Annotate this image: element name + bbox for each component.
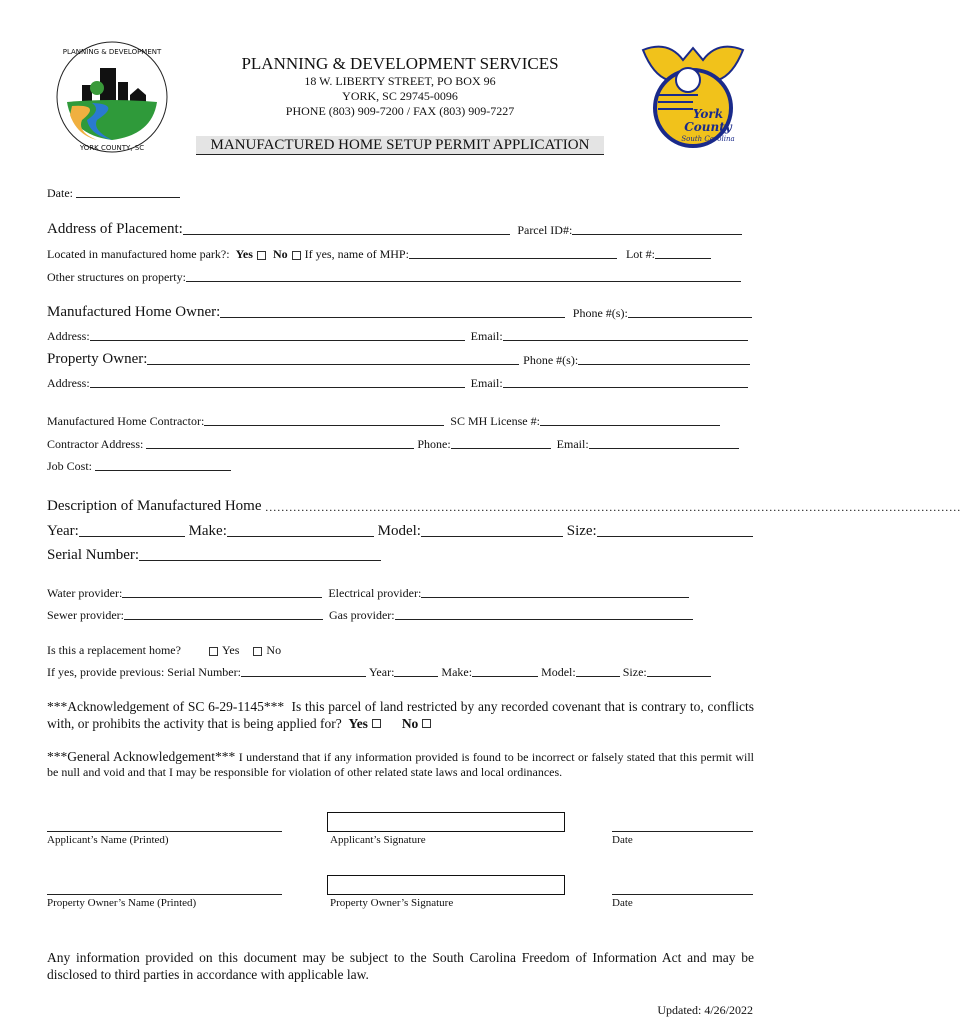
- applicant-date-line[interactable]: [612, 831, 753, 832]
- license-label: SC MH License #:: [450, 414, 540, 428]
- covenant-yes-label: Yes: [348, 716, 368, 731]
- york-county-seal: [638, 40, 748, 150]
- mh-owner-phone-label: Phone #(s):: [572, 306, 628, 320]
- covenant-no-checkbox[interactable]: [422, 719, 431, 728]
- replacement-yes-checkbox[interactable]: [209, 647, 218, 656]
- located-no-checkbox[interactable]: [292, 251, 301, 260]
- address-placement-field[interactable]: [183, 233, 510, 235]
- year-field[interactable]: [79, 535, 185, 537]
- prev-model-label: Model:: [541, 665, 576, 679]
- general-text: I understand that if any information provided is found to be incorrect or falsely stated that this permit will be null and void and that I may be responsible for violation of other related state laws and local ordinances.: [47, 750, 754, 779]
- office-phone: PHONE (803) 909-7200 / FAX (803) 909-7227: [285, 104, 515, 118]
- owner-date-line[interactable]: [612, 894, 753, 895]
- property-owner-phone-field[interactable]: [578, 363, 750, 365]
- located-yes-checkbox[interactable]: [257, 251, 266, 260]
- owner-name-label: Property Owner’s Name (Printed): [47, 897, 197, 909]
- sewer-label: Sewer provider:: [47, 608, 124, 622]
- make-label: Make:: [188, 523, 227, 539]
- svg-text:YORK COUNTY, SC: YORK COUNTY, SC: [79, 144, 145, 152]
- office-address-2: YORK, SC 29745-0096: [342, 89, 458, 103]
- size-label: Size:: [566, 523, 597, 539]
- form-title: MANUFACTURED HOME SETUP PERMIT APPLICATION: [196, 136, 604, 155]
- lot-field[interactable]: [655, 257, 711, 259]
- job-cost-label: Job Cost:: [47, 459, 93, 473]
- covenant-text: Is this parcel of land restricted by any recorded covenant that is contrary to, conflicts with, or prohibits the activity that is being applied for?: [47, 699, 754, 731]
- owner-date-label: Date: [612, 897, 633, 909]
- description-heading: Description of Manufactured Home: [47, 498, 262, 514]
- prev-size-field[interactable]: [647, 675, 711, 677]
- model-field[interactable]: [421, 535, 563, 537]
- prev-make-field[interactable]: [472, 675, 538, 677]
- general-acknowledgement: [47, 749, 754, 780]
- mh-owner-email-field[interactable]: [503, 339, 748, 341]
- covenant-acknowledgement: [47, 698, 754, 732]
- svg-text:County: County: [684, 120, 732, 134]
- applicant-signature-label: Applicant’s Signature: [330, 834, 426, 846]
- parcel-field[interactable]: [572, 233, 742, 235]
- property-owner-phone-label: Phone #(s):: [523, 353, 579, 367]
- contractor-phone-label: Phone:: [417, 437, 451, 451]
- mh-owner-address-field[interactable]: [90, 339, 465, 341]
- model-label: Model:: [377, 523, 421, 539]
- electrical-label: Electrical provider:: [328, 586, 422, 600]
- date-field[interactable]: [76, 196, 180, 198]
- applicant-name-label: Applicant’s Name (Printed): [47, 834, 169, 846]
- located-no-label: No: [272, 247, 288, 261]
- date-row: [47, 186, 180, 201]
- year-label: Year:: [47, 523, 79, 539]
- property-owner-email-field[interactable]: [503, 386, 748, 388]
- applicant-name-line[interactable]: [47, 831, 282, 832]
- contractor-email-field[interactable]: [589, 447, 739, 449]
- water-field[interactable]: [122, 596, 322, 598]
- date-label: Date:: [47, 186, 73, 200]
- property-owner-address-field[interactable]: [90, 386, 465, 388]
- mhp-label: If yes, name of MHP:: [304, 247, 409, 261]
- covenant-title: ***Acknowledgement of SC 6-29-1145***: [47, 699, 285, 714]
- svg-text:South Carolina: South Carolina: [681, 135, 735, 143]
- job-cost-field[interactable]: [95, 469, 231, 471]
- prev-serial-field[interactable]: [241, 675, 366, 677]
- description-dots: ..............................................................................................................................................................................: [265, 500, 961, 514]
- owner-name-line[interactable]: [47, 894, 282, 895]
- replacement-label: Is this a replacement home?: [47, 643, 181, 657]
- address-placement-label: Address of Placement:: [47, 221, 183, 237]
- applicant-date-label: Date: [612, 834, 633, 846]
- contractor-address-label: Contractor Address:: [47, 437, 144, 451]
- lot-label: Lot #:: [625, 247, 655, 261]
- contractor-phone-field[interactable]: [451, 447, 551, 449]
- owner-signature-box[interactable]: [327, 875, 565, 895]
- planning-logo: [52, 40, 172, 155]
- replacement-no-label: No: [266, 643, 282, 657]
- property-owner-address-label: Address:: [47, 376, 90, 390]
- covenant-yes-checkbox[interactable]: [372, 719, 381, 728]
- mh-owner-address-label: Address:: [47, 329, 90, 343]
- property-owner-label: Property Owner:: [47, 351, 148, 367]
- replacement-yes-label: Yes: [221, 643, 240, 657]
- license-field[interactable]: [540, 424, 720, 426]
- property-owner-email-label: Email:: [470, 376, 503, 390]
- mhp-field[interactable]: [409, 257, 617, 259]
- prev-year-label: Year:: [368, 665, 395, 679]
- office-title: PLANNING & DEVELOPMENT SERVICES: [241, 54, 559, 73]
- parcel-label: Parcel ID#:: [517, 223, 573, 237]
- mh-owner-label: Manufactured Home Owner:: [47, 304, 221, 320]
- prev-size-label: Size:: [622, 665, 647, 679]
- updated-date: Updated: 4/26/2022: [657, 1003, 753, 1017]
- other-structures-field[interactable]: [186, 280, 741, 282]
- mh-owner-phone-field[interactable]: [628, 316, 752, 318]
- sewer-field[interactable]: [124, 618, 323, 620]
- water-label: Water provider:: [47, 586, 123, 600]
- serial-label: Serial Number:: [47, 547, 140, 563]
- other-structures-label: Other structures on property:: [47, 270, 186, 284]
- located-yes-label: Yes: [235, 247, 253, 261]
- owner-signature-label: Property Owner’s Signature: [330, 897, 454, 909]
- mh-owner-email-label: Email:: [470, 329, 503, 343]
- located-label: Located in manufactured home park?:: [47, 247, 230, 261]
- contractor-field[interactable]: [204, 424, 444, 426]
- office-address-1: 18 W. LIBERTY STREET, PO BOX 96: [304, 74, 496, 88]
- general-title: ***General Acknowledgement***: [47, 749, 236, 764]
- contractor-label: Manufactured Home Contractor:: [47, 414, 205, 428]
- contractor-address-field[interactable]: [146, 447, 414, 449]
- svg-text:York: York: [692, 107, 724, 121]
- prev-serial-label: If yes, provide previous: Serial Number:: [47, 665, 241, 679]
- prev-model-field[interactable]: [576, 675, 620, 677]
- prev-year-field[interactable]: [394, 675, 438, 677]
- prev-make-label: Make:: [441, 665, 473, 679]
- covenant-no-label: No: [401, 716, 419, 731]
- foia-notice: Any information provided on this document may be subject to the South Carolina Freedom of Information Act and may be disclosed to third parties in accordance with applicable law.: [47, 950, 754, 982]
- svg-text:PLANNING & DEVELOPMENT: PLANNING & DEVELOPMENT: [62, 48, 162, 56]
- serial-field[interactable]: [139, 559, 381, 561]
- size-field[interactable]: [597, 535, 753, 537]
- make-field[interactable]: [227, 535, 374, 537]
- gas-label: Gas provider:: [328, 608, 395, 622]
- contractor-email-label: Email:: [556, 437, 589, 451]
- electrical-field[interactable]: [421, 596, 689, 598]
- property-owner-field[interactable]: [147, 363, 519, 365]
- replacement-no-checkbox[interactable]: [253, 647, 262, 656]
- gas-field[interactable]: [395, 618, 693, 620]
- mh-owner-field[interactable]: [220, 316, 565, 318]
- applicant-signature-box[interactable]: [327, 812, 565, 832]
